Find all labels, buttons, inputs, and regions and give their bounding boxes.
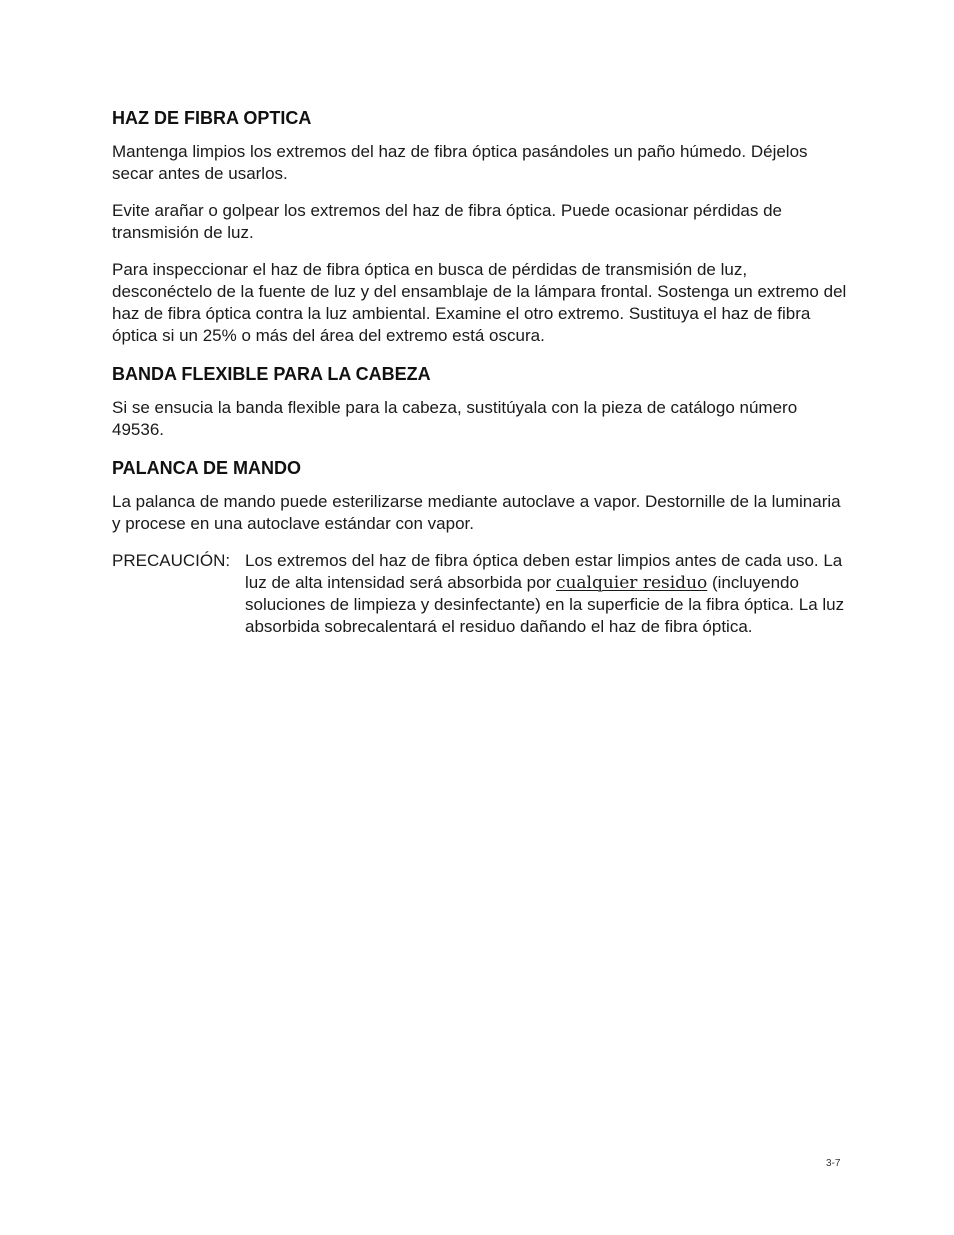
section-heading: PALANCA DE MANDO [112,458,301,478]
caution-text-before: Los extremos del haz de fibra óptica deben estar limpios antes de cada uso. La luz de alta intensidad será absorbida por [245,551,843,592]
page-content [112,106,847,638]
caution-text-after: (incluyendo soluciones de limpieza y desinfectante) en la superficie de la fibra óptica. La luz absorbida sobrecalentará el residuo dañando el haz de fibra óptica. [245,573,845,636]
paragraph: Evite arañar o golpear los extremos del haz de fibra óptica. Puede ocasionar pérdidas de transmisión de luz. [112,201,783,242]
paragraph: La palanca de mando puede esterilizarse mediante autoclave a vapor. Destornille de la luminaria y procese en una autoclave estándar con vapor. [112,492,841,533]
paragraph: Mantenga limpios los extremos del haz de fibra óptica pasándoles un paño húmedo. Déjelos secar antes de usarlos. [112,142,808,183]
section-control-lever [112,456,847,535]
paragraph: Si se ensucia la banda flexible para la cabeza, sustitúyala con la pieza de catálogo número 49536. [112,398,798,439]
section-fiber-optic-bundle [112,106,847,347]
paragraph: Para inspeccionar el haz de fibra óptica en busca de pérdidas de transmisión de luz, desconéctelo de la fuente de luz y del ensamblaje de la lámpara frontal. Sostenga un extremo del haz de fibra óptica contra la luz ambiental. Examine el otro extremo. Sustituya el haz de fibra óptica si un 25% o más del área del extremo está oscura. [112,260,847,345]
caution-text [245,550,847,638]
caution-label: PRECAUCIÓN: [112,551,231,570]
page-number: 3-7 [826,1158,841,1169]
caution-emphasis: cualquier residuo [555,573,708,593]
section-head-band [112,362,847,441]
caution-note [112,550,847,638]
section-heading: HAZ DE FIBRA OPTICA [112,108,312,128]
section-heading: BANDA FLEXIBLE PARA LA CABEZA [112,364,431,384]
